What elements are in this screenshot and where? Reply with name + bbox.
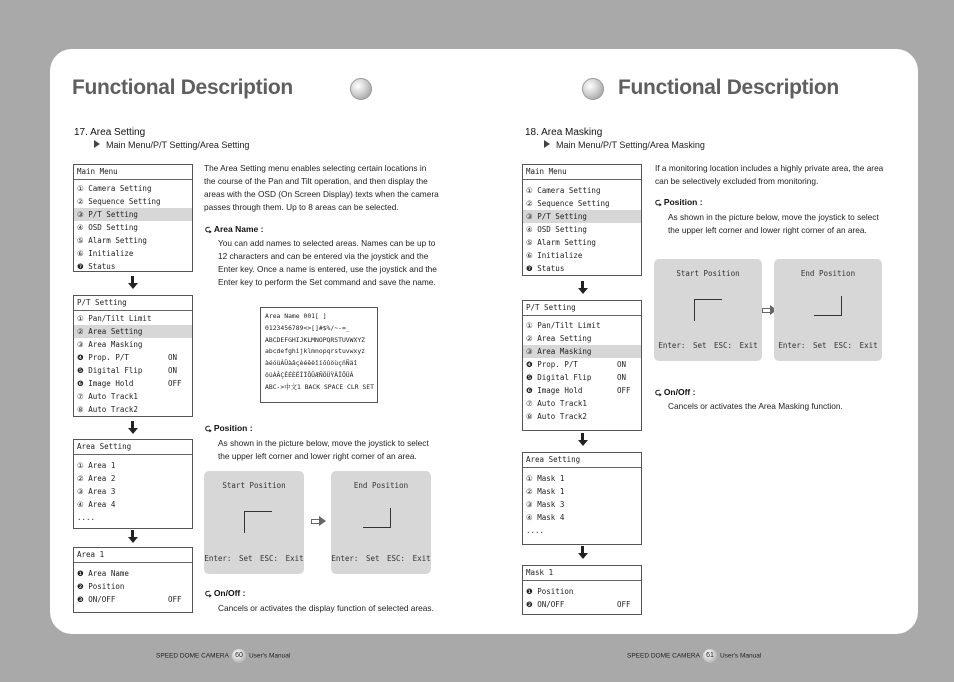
menu-item-label: ❶ Position — [526, 587, 574, 596]
menu-item — [523, 332, 641, 345]
bullet-label: Position : — [663, 197, 703, 207]
menu-item: .... — [526, 526, 545, 535]
lower-right-corner-marker — [814, 296, 842, 316]
menu-title: Main Menu — [74, 165, 192, 180]
menu-item: ⑤ Alarm Setting — [77, 236, 147, 245]
menu-item-selected: ③ P/T Setting — [74, 208, 192, 221]
menu-item-selected — [523, 345, 641, 358]
start-position-screen — [654, 259, 762, 361]
menu-item-label: ⑧ Auto Track2 — [77, 405, 138, 414]
position-text — [668, 211, 898, 237]
right-footer — [627, 649, 761, 663]
left-footer — [156, 649, 290, 663]
menu-item — [523, 410, 641, 423]
upper-left-corner-marker — [694, 299, 722, 321]
bullet-label: On/Off : — [663, 387, 696, 397]
menu-item-label: ❺ Digital Flip — [526, 373, 592, 382]
text-line: can be selectively excluded from monitoring. — [655, 176, 819, 186]
end-position-screen — [774, 259, 882, 361]
menu-item — [74, 364, 192, 377]
footer-product: SPEED DOME CAMERA — [627, 652, 700, 660]
menu-item — [74, 351, 192, 364]
right-main-menu — [522, 164, 642, 276]
menu-item-label: ❸ ON/OFF — [77, 595, 116, 604]
bullet-arrow-icon: ⮎ — [205, 224, 212, 234]
menu-item-value: OFF — [168, 379, 182, 388]
menu-item-label: ❹ Prop. P/T — [77, 353, 129, 362]
menu-item: ④ OSD Setting — [77, 223, 138, 232]
menu-title: Area 1 — [74, 548, 192, 563]
down-arrow-icon — [128, 530, 138, 544]
menu-item: ③ Area 3 — [77, 487, 116, 496]
left-section-path-text: Main Menu/P/T Setting/Area Setting — [106, 140, 250, 150]
onoff-label — [205, 588, 245, 602]
menu-item: ④ Mask 4 — [526, 513, 565, 522]
right-intro-text — [655, 162, 895, 188]
menu-item-label: ① Pan/Tilt Limit — [77, 314, 152, 323]
menu-item-value: OFF — [617, 386, 631, 395]
menu-item-value: ON — [617, 373, 627, 382]
screen-footer: Enter: Set ESC: Exit — [204, 554, 304, 563]
menu-item-label: ❶ Area Name — [77, 569, 129, 578]
text-line: As shown in the picture below, move the joystick to select — [218, 438, 429, 448]
menu-item: ② Sequence Setting — [526, 199, 610, 208]
menu-item-selected: ③ P/T Setting — [523, 210, 641, 223]
left-section-title: 17. Area Setting — [74, 127, 146, 138]
menu-item: ② Area 2 — [77, 474, 116, 483]
end-position-screen — [331, 471, 431, 574]
screen-title: End Position — [353, 481, 409, 490]
text-line: You can add names to selected areas. Names can be up to — [218, 238, 436, 248]
footer-product: SPEED DOME CAMERA — [156, 652, 229, 660]
footer-manual: User's Manual — [719, 652, 762, 660]
start-position-screen — [204, 471, 304, 574]
menu-item — [523, 397, 641, 410]
menu-title: Area Setting — [523, 453, 641, 468]
right-page-header: Functional Description — [618, 76, 839, 99]
text-line: the upper left corner and lower right corner of an area. — [668, 225, 867, 235]
page-number: 60 — [232, 649, 246, 663]
menu-item: ④ Area 4 — [77, 500, 116, 509]
text-line: If a monitoring location includes a highly private area, the area — [655, 163, 884, 173]
char-line: àéóüÀÜàâçèéêëîïôûöùçñÑäî — [265, 359, 358, 368]
down-arrow-icon — [578, 433, 588, 447]
left-intro-text — [204, 162, 444, 214]
menu-item-label: ❷ Position — [77, 582, 125, 591]
menu-title: Main Menu — [523, 165, 641, 180]
upper-left-corner-marker — [244, 511, 272, 533]
char-line: 0123456789<>[]#$%/~-=_ — [265, 323, 350, 332]
menu-title: Mask 1 — [523, 566, 641, 581]
menu-item-label: ⑧ Auto Track2 — [526, 412, 587, 421]
area-name-text — [218, 237, 448, 289]
bullet-label: Area Name : — [213, 224, 264, 234]
menu-item — [523, 358, 641, 371]
menu-item: .... — [77, 513, 96, 522]
menu-item-label: ❹ Prop. P/T — [526, 360, 578, 369]
position-label — [205, 423, 253, 437]
text-line: 12 characters and can be entered via the joystick and the — [218, 251, 429, 261]
text-line: Enter key. Once a name is entered, use the joystick and the — [218, 264, 437, 274]
menu-item — [74, 567, 192, 580]
area-name-char-input-box — [260, 307, 378, 403]
text-line: areas with the OSD (On Screen Display) texts when the camera — [204, 189, 439, 199]
bullet-arrow-icon: ⮎ — [655, 387, 662, 397]
left-pt-menu — [73, 295, 193, 417]
menu-item — [74, 580, 192, 593]
footer-manual: User's Manual — [248, 652, 291, 660]
menu-item-value: OFF — [168, 595, 182, 604]
bullet-arrow-icon: ⮎ — [205, 423, 212, 433]
menu-item-label: ① Pan/Tilt Limit — [526, 321, 601, 330]
text-line: The Area Setting menu enables selecting certain locations in — [204, 163, 427, 173]
char-line: ABCDEFGHIJKLMNOPQRSTUVWXYZ — [265, 335, 366, 344]
menu-item-label: ② Area Setting — [526, 334, 592, 343]
screen-footer: Enter: Set ESC: Exit — [658, 341, 758, 350]
play-triangle-icon — [94, 140, 100, 148]
play-triangle-icon — [544, 140, 550, 148]
text-line: As shown in the picture below, move the joystick to select — [668, 212, 879, 222]
menu-item-label: ❷ ON/OFF — [526, 600, 565, 609]
menu-item: ① Camera Setting — [526, 186, 601, 195]
menu-item-value: ON — [168, 353, 178, 362]
right-section-title: 18. Area Masking — [525, 127, 603, 138]
right-section-path — [544, 140, 705, 150]
menu-item-value: ON — [168, 366, 178, 375]
screen-footer: Enter: Set ESC: Exit — [331, 554, 431, 563]
left-main-menu — [73, 164, 193, 272]
menu-item — [523, 598, 641, 611]
down-arrow-icon — [578, 546, 588, 560]
menu-item: ② Mask 1 — [526, 487, 565, 496]
menu-item: ⑥ Initialize — [526, 251, 583, 260]
text-line: passes through them. Up to 8 areas can be selected. — [204, 202, 399, 212]
menu-item: ⑥ Initialize — [77, 249, 134, 258]
menu-item — [74, 338, 192, 351]
onoff-text: Cancels or activates the display function of selected areas. — [218, 603, 434, 613]
screen-title: End Position — [800, 269, 856, 278]
menu-item-label: ❻ Image Hold — [526, 386, 583, 395]
menu-item: ② Sequence Setting — [77, 197, 161, 206]
menu-item: ❼ Status — [526, 264, 565, 273]
menu-item-label: ③ Area Masking — [526, 347, 592, 356]
menu-item: ③ Mask 3 — [526, 500, 565, 509]
menu-item: ① Area 1 — [77, 461, 116, 470]
menu-title: Area Setting — [74, 440, 192, 455]
right-mask1-menu — [522, 565, 642, 615]
char-line: öüÀÂÇÊÉÈËÎÏÔÛÆÑÖÜŸÄÎÖÜÂ — [265, 370, 354, 379]
menu-item — [523, 319, 641, 332]
bullet-label: Position : — [213, 423, 253, 433]
screen-footer: Enter: Set ESC: Exit — [778, 341, 878, 350]
right-pt-menu — [522, 300, 642, 431]
text-line: Enter key to perform the Set command and save the name. — [218, 277, 436, 287]
bullet-arrow-icon: ⮎ — [655, 197, 662, 207]
char-line: abcdefghijklmnopqrstuvwxyz — [265, 347, 366, 356]
header-orb-icon — [582, 78, 604, 100]
onoff-label — [655, 387, 695, 401]
left-page-header: Functional Description — [72, 76, 293, 99]
menu-item-label: ⑦ Auto Track1 — [526, 399, 587, 408]
menu-item — [523, 384, 641, 397]
menu-title: P/T Setting — [74, 296, 192, 311]
menu-item — [523, 371, 641, 384]
lower-right-corner-marker — [363, 508, 391, 528]
left-section-path — [94, 140, 249, 150]
menu-item — [74, 403, 192, 416]
menu-item — [74, 377, 192, 390]
area-name-label — [205, 224, 263, 238]
menu-item-label: ③ Area Masking — [77, 340, 143, 349]
position-label — [655, 197, 703, 211]
menu-item: ④ OSD Setting — [526, 225, 587, 234]
header-orb-icon — [350, 78, 372, 100]
onoff-text: Cancels or activates the Area Masking function. — [668, 401, 843, 411]
menu-item-selected — [74, 325, 192, 338]
page-number: 61 — [703, 649, 717, 663]
menu-item: ① Camera Setting — [77, 184, 152, 193]
bullet-label: On/Off : — [213, 588, 246, 598]
down-arrow-icon — [578, 281, 588, 295]
menu-title: P/T Setting — [523, 301, 641, 316]
char-line: Area Name 001[ ] — [265, 312, 327, 320]
menu-item-label: ❻ Image Hold — [77, 379, 134, 388]
menu-item: ⑤ Alarm Setting — [526, 238, 596, 247]
menu-item: ❼ Status — [77, 262, 116, 271]
char-line: ABC->中文1 BACK SPACE CLR SET — [265, 382, 374, 391]
down-arrow-icon — [128, 421, 138, 435]
menu-item-label: ⑦ Auto Track1 — [77, 392, 138, 401]
left-area1-menu — [73, 547, 193, 613]
text-line: the upper left corner and lower right corner of an area. — [218, 451, 417, 461]
screen-title: Start Position — [222, 481, 286, 490]
screen-title: Start Position — [676, 269, 740, 278]
text-line: the course of the Pan and Tilt operation, and then display the — [204, 176, 428, 186]
menu-item-value: OFF — [617, 600, 631, 609]
position-text — [218, 437, 448, 463]
right-arrow-icon — [311, 516, 327, 526]
menu-item — [74, 593, 192, 606]
menu-item — [74, 390, 192, 403]
menu-item — [523, 585, 641, 598]
bullet-arrow-icon: ⮎ — [205, 588, 212, 598]
right-area-setting-menu — [522, 452, 642, 545]
right-section-path-text: Main Menu/P/T Setting/Area Masking — [556, 140, 705, 150]
menu-item-label: ❺ Digital Flip — [77, 366, 143, 375]
left-area-setting-menu — [73, 439, 193, 529]
menu-item-value: ON — [617, 360, 627, 369]
menu-item-label: ② Area Setting — [77, 327, 143, 336]
menu-item — [74, 312, 192, 325]
menu-item: ① Mask 1 — [526, 474, 565, 483]
down-arrow-icon — [128, 276, 138, 290]
